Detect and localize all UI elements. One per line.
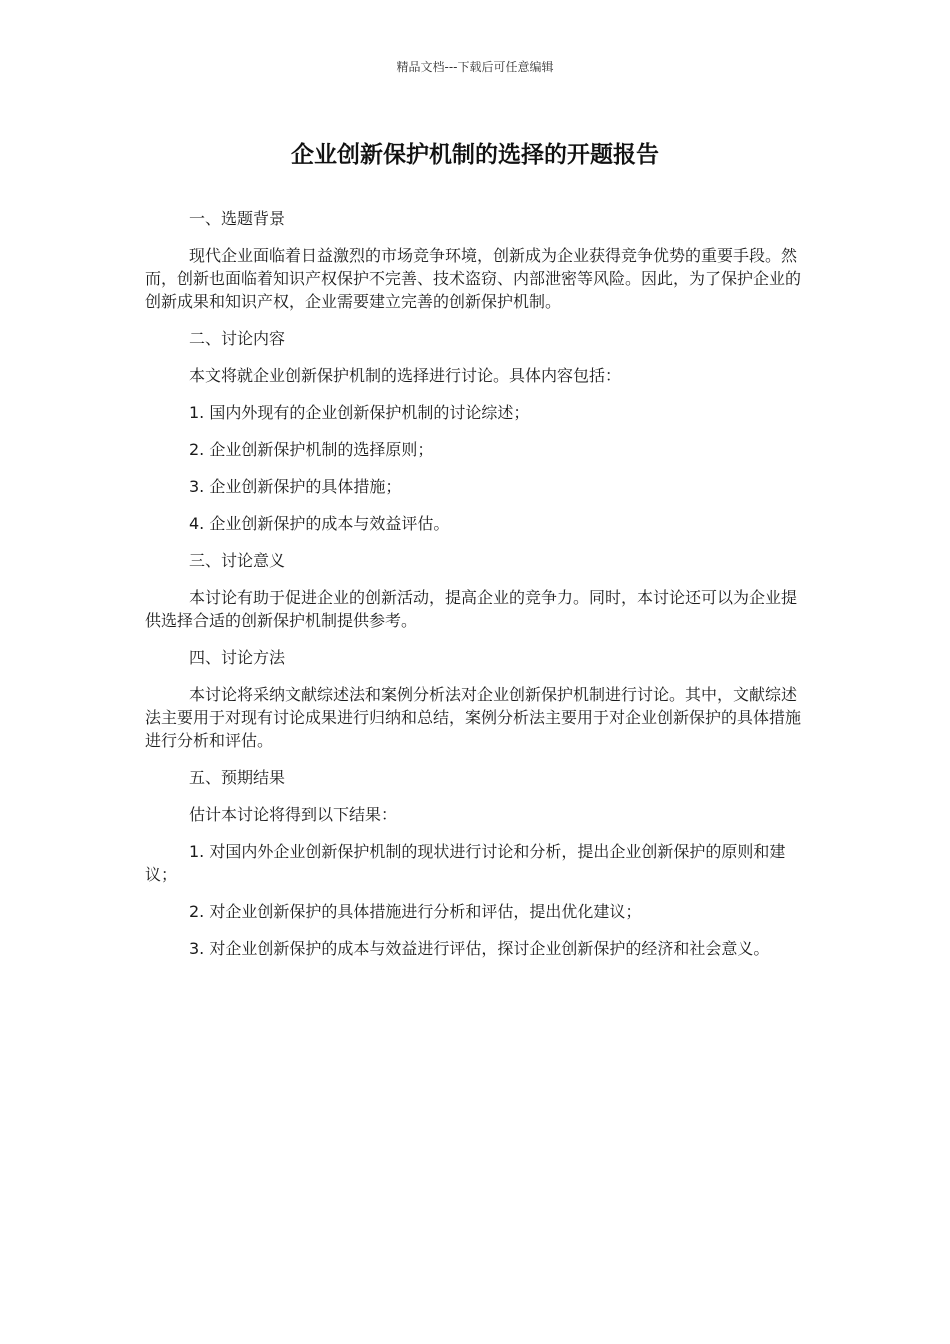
paragraph-significance: 本讨论有助于促进企业的创新活动，提高企业的竞争力。同时，本讨论还可以为企业提供选择合适的创新保护机制提供参考。 xyxy=(145,588,798,630)
paragraph-content-intro: 本文将就企业创新保护机制的选择进行讨论。具体内容包括： xyxy=(189,366,622,385)
list-item: 3. 对企业创新保护的成本与效益进行评估，探讨企业创新保护的经济和社会意义。 xyxy=(189,939,770,958)
list-item: 3. 企业创新保护的具体措施； xyxy=(189,477,402,496)
list-item: 1. 对国内外企业创新保护机制的现状进行讨论和分析，提出企业创新保护的原则和建议； xyxy=(145,842,786,884)
header-note: 精品文档---下载后可任意编辑 xyxy=(396,60,554,74)
list-item: 1. 国内外现有的企业创新保护机制的讨论综述； xyxy=(189,403,530,422)
section-heading-content: 二、讨论内容 xyxy=(189,329,286,348)
document-title: 企业创新保护机制的选择的开题报告 xyxy=(291,142,659,168)
list-item: 4. 企业创新保护的成本与效益评估。 xyxy=(189,514,450,533)
document-body xyxy=(145,207,807,974)
paragraph-results-intro: 估计本讨论将得到以下结果： xyxy=(189,805,398,824)
section-heading-results: 五、预期结果 xyxy=(189,768,286,787)
paragraph-method: 本讨论将采纳文献综述法和案例分析法对企业创新保护机制进行讨论。其中，文献综述法主要用于对现有讨论成果进行归纳和总结，案例分析法主要用于对企业创新保护的具体措施进行分析和评估。 xyxy=(145,685,802,750)
section-heading-method: 四、讨论方法 xyxy=(189,648,286,667)
section-heading-significance: 三、讨论意义 xyxy=(189,551,286,570)
section-heading-background: 一、选题背景 xyxy=(189,209,286,228)
list-item: 2. 对企业创新保护的具体措施进行分析和评估，提出优化建议； xyxy=(189,902,642,921)
list-item: 2. 企业创新保护机制的选择原则； xyxy=(189,440,434,459)
paragraph-background: 现代企业面临着日益激烈的市场竞争环境，创新成为企业获得竞争优势的重要手段。然而，创新也面临着知识产权保护不完善、技术盗窃、内部泄密等风险。因此，为了保护企业的创新成果和知识产权，企业需要建立完善的创新保护机制。 xyxy=(145,246,802,311)
